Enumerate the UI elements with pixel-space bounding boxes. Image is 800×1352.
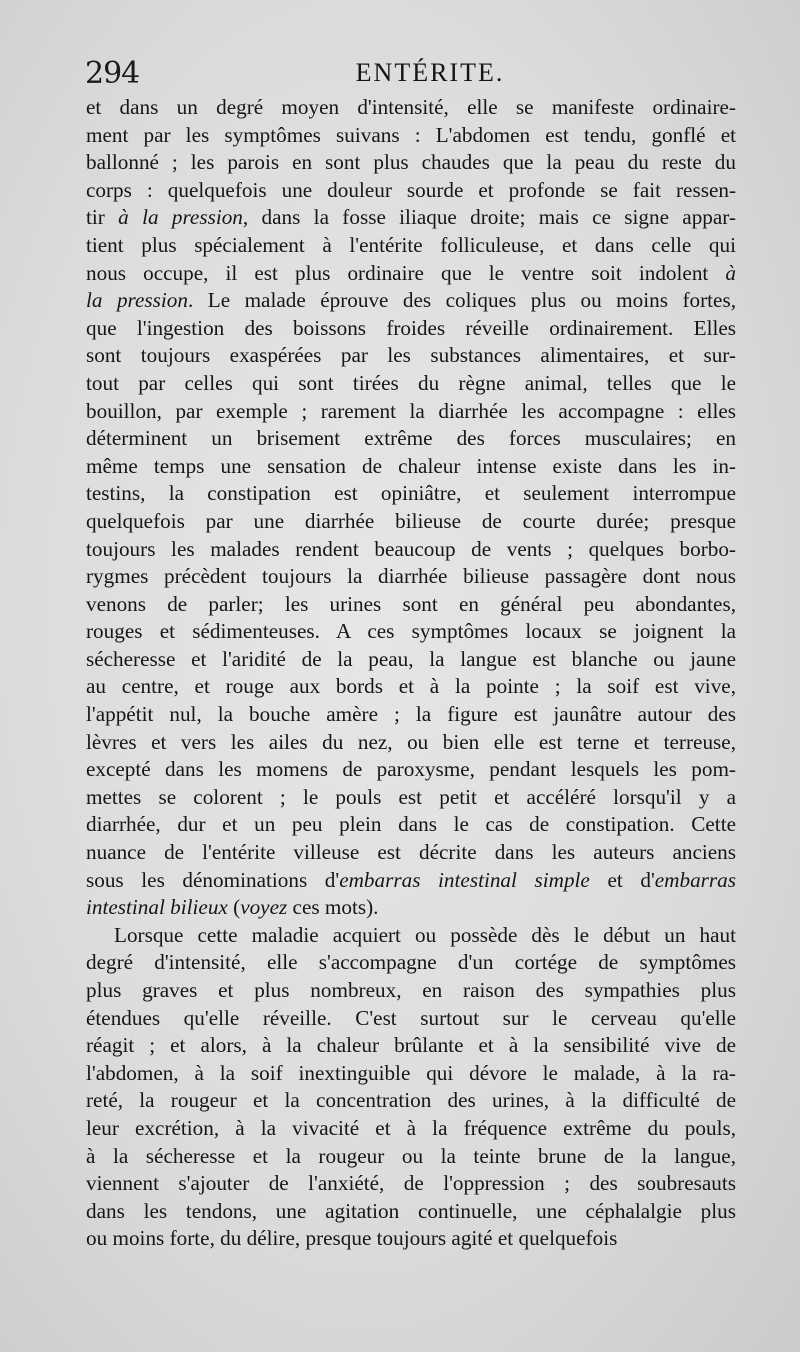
text-run: étendues qu'elle réveille. C'est surtout sur le cerveau qu'elle bbox=[86, 1005, 736, 1030]
text-line bbox=[86, 922, 736, 950]
text-line bbox=[86, 1225, 736, 1253]
page-header bbox=[85, 54, 735, 94]
italic-text-run: intestinal bilieux bbox=[86, 895, 228, 920]
text-run: bouillon, par exemple ; rarement la diarrhée les accompagne : elles bbox=[86, 398, 736, 423]
running-head: ENTÉRITE. bbox=[355, 58, 505, 87]
text-run: et dans un degré moyen d'intensité, elle se manifeste ordinaire- bbox=[86, 95, 736, 119]
text-line bbox=[86, 260, 736, 288]
text-line bbox=[86, 315, 736, 343]
text-run: sont toujours exaspérées par les substances alimentaires, et sur- bbox=[86, 343, 736, 368]
text-line bbox=[86, 1143, 736, 1171]
text-run: tout par celles qui sont tirées du règne animal, telles que le bbox=[86, 370, 736, 395]
text-line bbox=[86, 370, 736, 398]
text-line bbox=[86, 149, 736, 177]
text-line bbox=[86, 508, 736, 536]
text-line bbox=[86, 287, 736, 315]
text-run: ment par les symptômes suivans : L'abdomen est tendu, gonflé et bbox=[86, 122, 736, 147]
text-line bbox=[86, 398, 736, 426]
text-line bbox=[86, 701, 736, 729]
text-line bbox=[86, 784, 736, 812]
text-line bbox=[86, 894, 736, 922]
text-run: l'abdomen, à la soif inextinguible qui dévore le malade, à la ra- bbox=[86, 1060, 736, 1085]
text-run: ( bbox=[227, 895, 241, 920]
text-run: toujours les malades rendent beaucoup de vents ; quelques borbo- bbox=[86, 536, 736, 561]
text-run: mettes se colorent ; le pouls est petit et accéléré lorsqu'il y a bbox=[86, 784, 736, 809]
text-run: sécheresse et l'aridité de la peau, la langue est blanche ou jaune bbox=[86, 646, 736, 671]
text-run: tient plus spécialement à l'entérite folliculeuse, et dans celle qui bbox=[86, 232, 736, 257]
text-run: au centre, et rouge aux bords et à la pointe ; la soif est vive, bbox=[86, 674, 736, 699]
text-run: nous occupe, il est plus ordinaire que le ventre soit indolent bbox=[86, 260, 726, 285]
italic-text-run: voyez bbox=[240, 895, 288, 920]
text-line bbox=[86, 177, 736, 205]
text-run: nuance de l'entérite villeuse est décrite dans les auteurs anciens bbox=[86, 840, 736, 865]
text-line bbox=[86, 425, 736, 453]
text-run: . Le malade éprouve des coliques plus ou moins fortes, bbox=[187, 288, 736, 313]
text-run: dans les tendons, une agitation continuelle, une céphalalgie plus bbox=[86, 1198, 736, 1223]
italic-text-run: à la pression bbox=[118, 205, 243, 230]
text-run: tir bbox=[86, 205, 119, 230]
text-run: diarrhée, dur et un peu plein dans le cas de constipation. Cette bbox=[86, 812, 736, 837]
text-line bbox=[86, 1170, 736, 1198]
text-run: rygmes précèdent toujours la diarrhée bilieuse passagère dont nous bbox=[86, 564, 736, 589]
text-line bbox=[86, 204, 736, 232]
text-run: corps : quelquefois une douleur sourde et profonde se fait ressen- bbox=[86, 177, 736, 202]
italic-text-run: à bbox=[725, 260, 736, 285]
text-line bbox=[86, 756, 736, 784]
text-run: , dans la fosse iliaque droite; mais ce signe appar- bbox=[242, 205, 736, 230]
text-line bbox=[86, 1087, 736, 1115]
text-line bbox=[86, 811, 736, 839]
italic-text-run: la pression bbox=[86, 288, 188, 313]
text-run: rouges et sédimenteuses. A ces symptômes locaux se joignent la bbox=[86, 619, 736, 644]
text-line bbox=[86, 122, 736, 150]
text-run: leur excrétion, à la vivacité et à la fréquence extrême du pouls, bbox=[86, 1115, 736, 1140]
text-line bbox=[86, 342, 736, 370]
text-line bbox=[86, 1198, 736, 1226]
text-run: excepté dans les momens de paroxysme, pendant lesquels les pom- bbox=[86, 757, 736, 782]
text-run: degré d'intensité, elle s'accompagne d'un cortége de symptômes bbox=[86, 950, 736, 975]
text-line bbox=[86, 1032, 736, 1060]
text-line bbox=[86, 867, 736, 895]
text-run: et d' bbox=[589, 867, 655, 892]
text-run: ces mots). bbox=[287, 895, 379, 920]
text-run: venons de parler; les urines sont en général peu abondantes, bbox=[86, 591, 736, 616]
text-run: testins, la constipation est opiniâtre, et seulement interrompue bbox=[86, 481, 736, 506]
text-run: quelquefois par une diarrhée bilieuse de courte durée; presque bbox=[86, 508, 736, 533]
text-run: sous les dénominations d' bbox=[86, 867, 340, 892]
text-run: réagit ; et alors, à la chaleur brûlante et à la sensibilité vive de bbox=[86, 1033, 736, 1058]
text-line bbox=[86, 480, 736, 508]
text-run: que l'ingestion des boissons froides réveille ordinairement. Elles bbox=[86, 315, 736, 340]
text-run: viennent s'ajouter de l'anxiété, de l'oppression ; des soubresauts bbox=[86, 1171, 736, 1196]
text-line bbox=[86, 563, 736, 591]
text-line bbox=[86, 646, 736, 674]
text-run: ou moins forte, du délire, presque toujours agité et quelquefois bbox=[86, 1226, 618, 1251]
text-run: à la sécheresse et la rougeur ou la teinte brune de la langue, bbox=[86, 1143, 736, 1168]
text-run: Lorsque cette maladie acquiert ou possède dès le début un haut bbox=[114, 922, 736, 947]
text-line bbox=[86, 673, 736, 701]
text-line bbox=[86, 1005, 736, 1033]
text-line bbox=[86, 232, 736, 260]
text-line bbox=[86, 618, 736, 646]
text-line bbox=[86, 977, 736, 1005]
text-line bbox=[86, 839, 736, 867]
italic-text-run: embarras intestinal simple bbox=[339, 867, 590, 892]
text-run: lèvres et vers les ailes du nez, ou bien elle est terne et terreuse, bbox=[86, 729, 736, 754]
text-run: déterminent un brisement extrême des forces musculaires; en bbox=[86, 426, 736, 451]
text-line bbox=[86, 949, 736, 977]
body-text bbox=[86, 94, 736, 1253]
text-run: reté, la rougeur et la concentration des urines, à la difficulté de bbox=[86, 1088, 736, 1113]
text-run: ballonné ; les parois en sont plus chaudes que la peau du reste du bbox=[86, 150, 736, 175]
text-line bbox=[86, 1060, 736, 1088]
text-line bbox=[86, 1115, 736, 1143]
text-line bbox=[86, 453, 736, 481]
text-run: l'appétit nul, la bouche amère ; la figure est jaunâtre autour des bbox=[86, 702, 736, 727]
text-run: plus graves et plus nombreux, en raison des sympathies plus bbox=[86, 978, 736, 1002]
text-line bbox=[86, 536, 736, 564]
text-line bbox=[86, 591, 736, 619]
page-number: 294 bbox=[85, 56, 140, 91]
text-line bbox=[86, 729, 736, 757]
italic-text-run: embarras bbox=[654, 867, 736, 892]
text-run: même temps une sensation de chaleur intense existe dans les in- bbox=[86, 453, 736, 478]
text-line bbox=[86, 94, 736, 122]
